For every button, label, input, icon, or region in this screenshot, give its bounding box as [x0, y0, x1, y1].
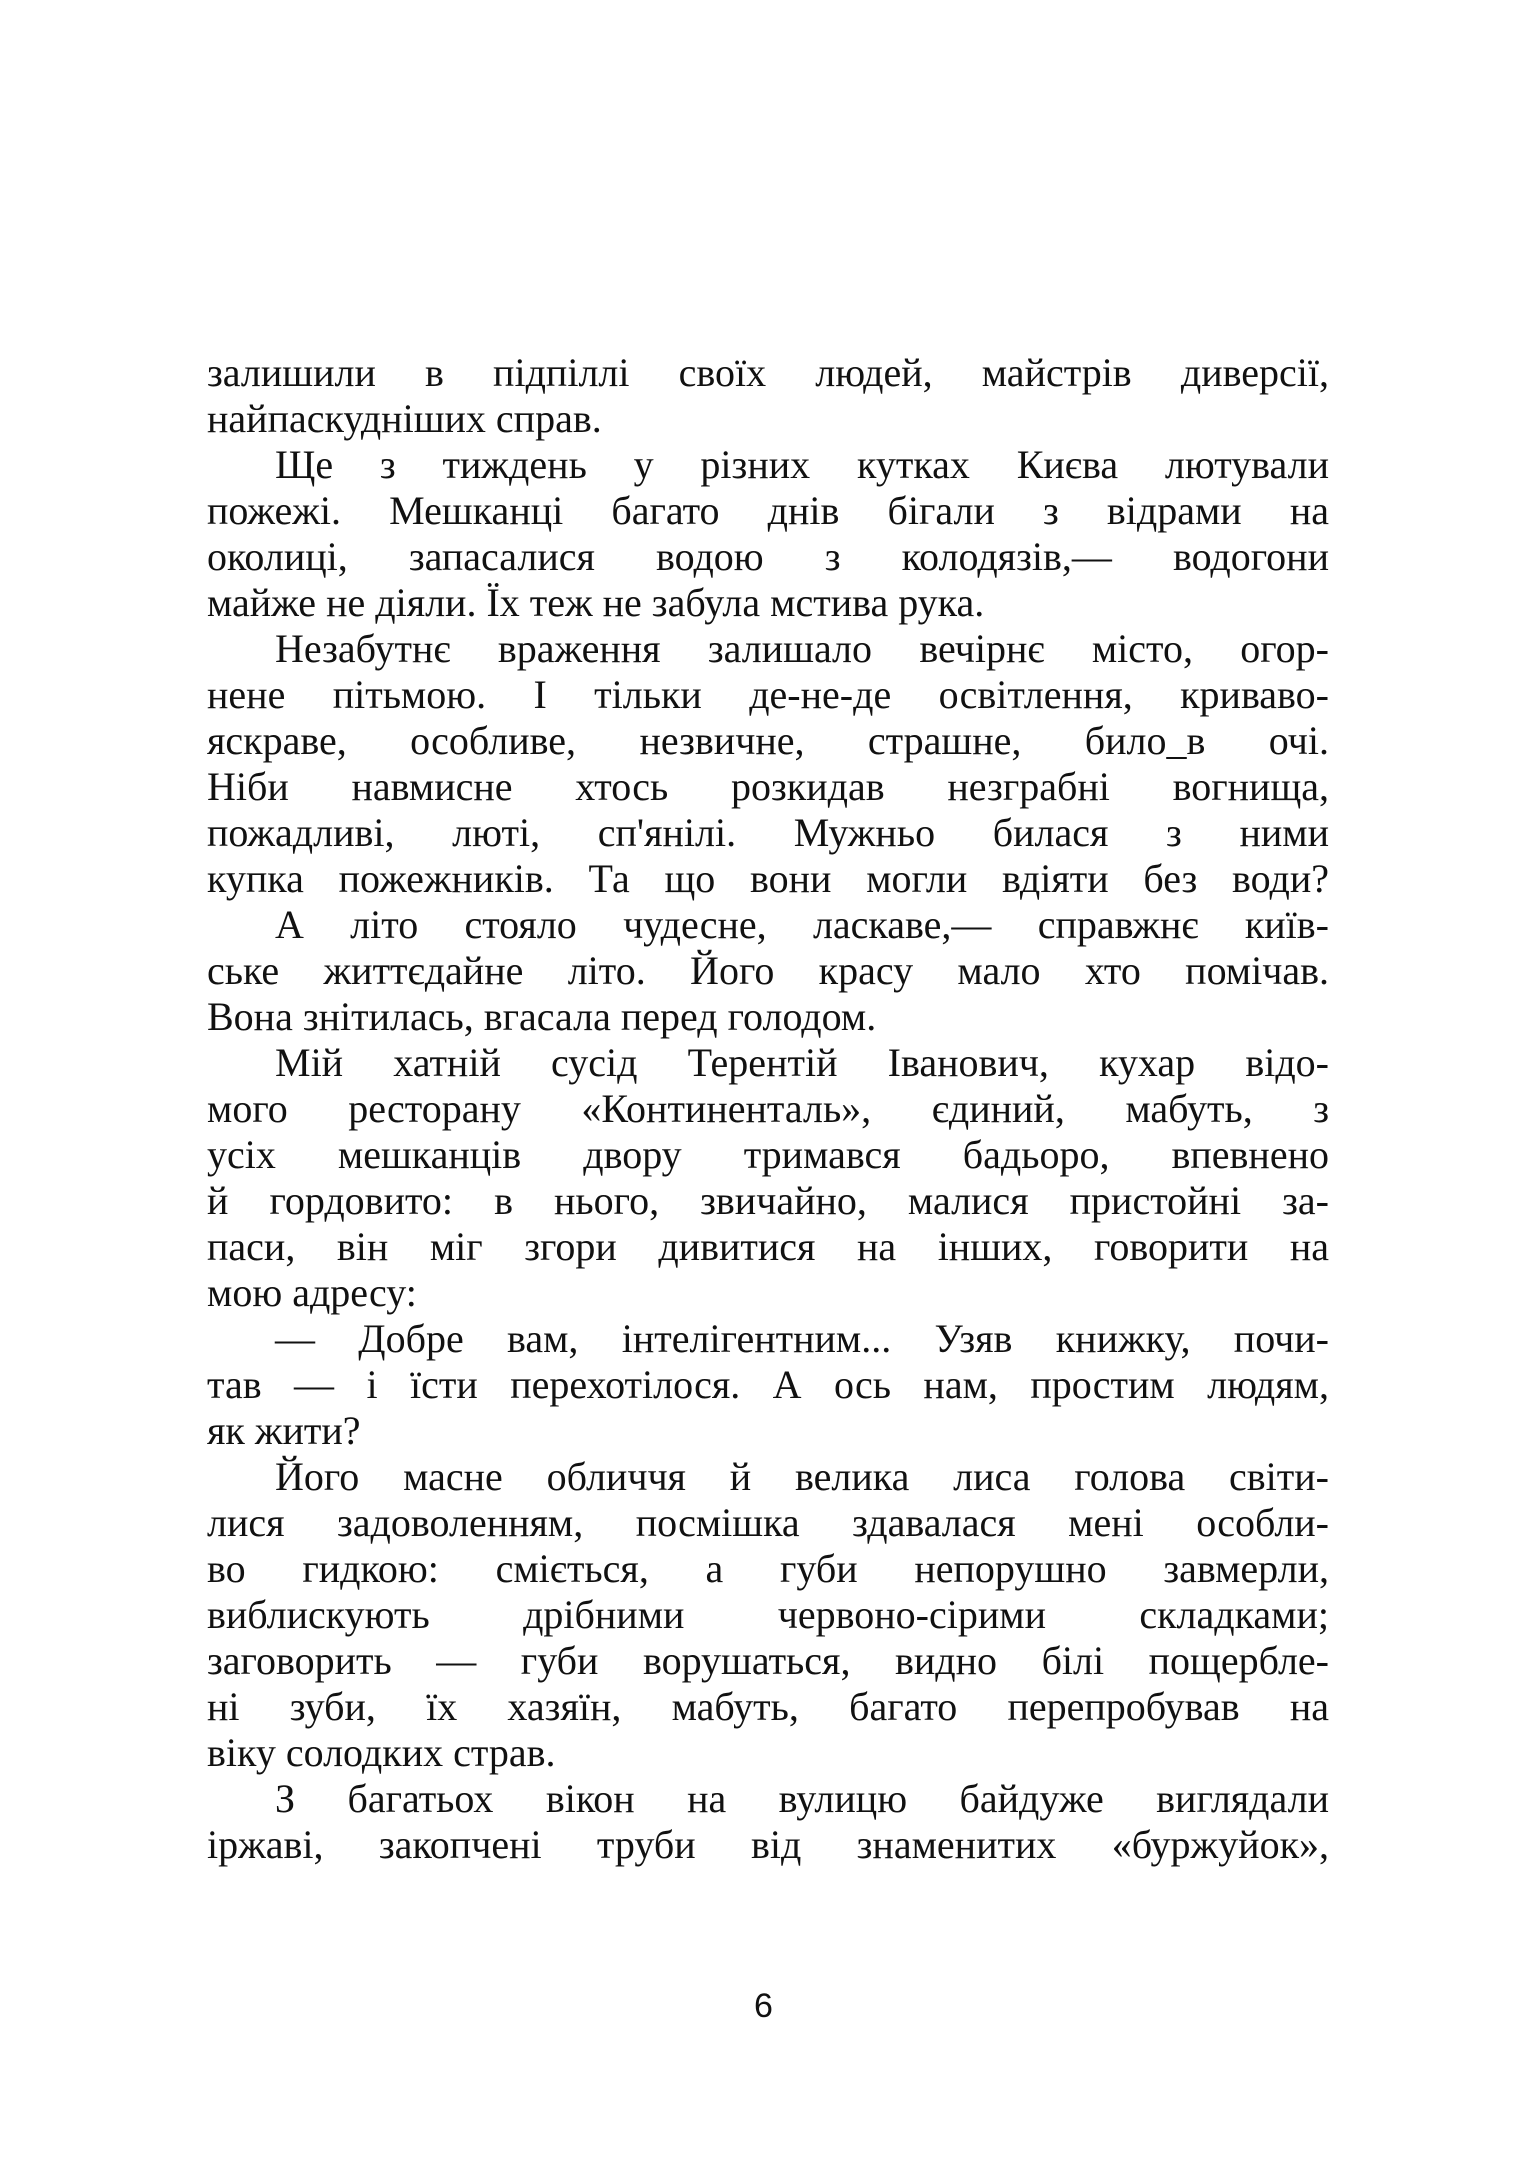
text-line: пожежі. Мешканці багато днів бігали з відрами на [207, 488, 1329, 533]
text-line: як жити? [207, 1408, 361, 1453]
text-line: паси, він міг згори дивитися на інших, говорити на [207, 1224, 1329, 1269]
text-line: Мій хатній сусід Терентій Іванович, кухар відо- [275, 1040, 1329, 1085]
text-line: й гордовито: в нього, звичайно, малися пристойні за- [207, 1178, 1329, 1223]
text-line: — Добре вам, інтелігентним... Узяв книжку, почи- [275, 1316, 1329, 1361]
text-line: Його масне обличчя й велика лиса голова світи- [275, 1454, 1329, 1499]
text-line: найпаскудніших справ. [207, 396, 602, 441]
text-line: віку солодких страв. [207, 1730, 556, 1775]
text-line: лися задоволенням, посмішка здавалася мені особли- [207, 1500, 1329, 1545]
text-line: Ніби навмисне хтось розкидав незграбні вогнища, [207, 764, 1329, 809]
text-line: виблискують дрібними червоно-сірими складками; [207, 1592, 1329, 1637]
text-line: пожадливі, люті, сп'янілі. Мужньо билася з ними [207, 810, 1329, 855]
text-line: Вона знітилась, вгасала перед голодом. [207, 994, 877, 1039]
text-line: іржаві, закопчені труби від знаменитих «буржуйок», [207, 1822, 1329, 1867]
text-line: яскраве, особливе, незвичне, страшне, било_в очі. [207, 718, 1329, 763]
text-line: З багатьох вікон на вулицю байдуже виглядали [275, 1776, 1329, 1821]
text-line: А літо стояло чудесне, ласкаве,— справжнє київ- [275, 902, 1329, 947]
text-line: мою адресу: [207, 1270, 417, 1315]
text-line: Ще з тиждень у різних кутках Києва лютували [275, 442, 1329, 487]
text-line: усіх мешканців двору тримався бадьоро, впевнено [207, 1132, 1329, 1177]
text-line: мого ресторану «Континенталь», єдиний, мабуть, з [207, 1086, 1329, 1131]
text-line: ні зуби, їх хазяїн, мабуть, багато перепробував на [207, 1684, 1329, 1729]
text-line: тав — і їсти перехотілося. А ось нам, простим людям, [207, 1362, 1329, 1407]
text-line: майже не діяли. Їх теж не забула мстива рука. [207, 580, 985, 625]
text-line: во гидкою: сміється, а губи непорушно завмерли, [207, 1546, 1329, 1591]
text-line: Незабутнє враження залишало вечірнє місто, огор- [275, 626, 1329, 671]
text-line: ське життєдайне літо. Його красу мало хто помічав. [207, 948, 1329, 993]
text-line: заговорить — губи ворушаться, видно білі пощербле- [207, 1638, 1329, 1683]
text-line: околиці, запасалися водою з колодязів,— водогони [207, 534, 1329, 579]
text-line: купка пожежників. Та що вони могли вдіяти без води? [207, 856, 1329, 901]
text-line: залишили в підпіллі своїх людей, майстрів диверсії, [207, 350, 1329, 395]
page-number: 6 [754, 1987, 773, 2025]
text-line: нене пітьмою. І тільки де-не-де освітлення, криваво- [207, 672, 1329, 717]
